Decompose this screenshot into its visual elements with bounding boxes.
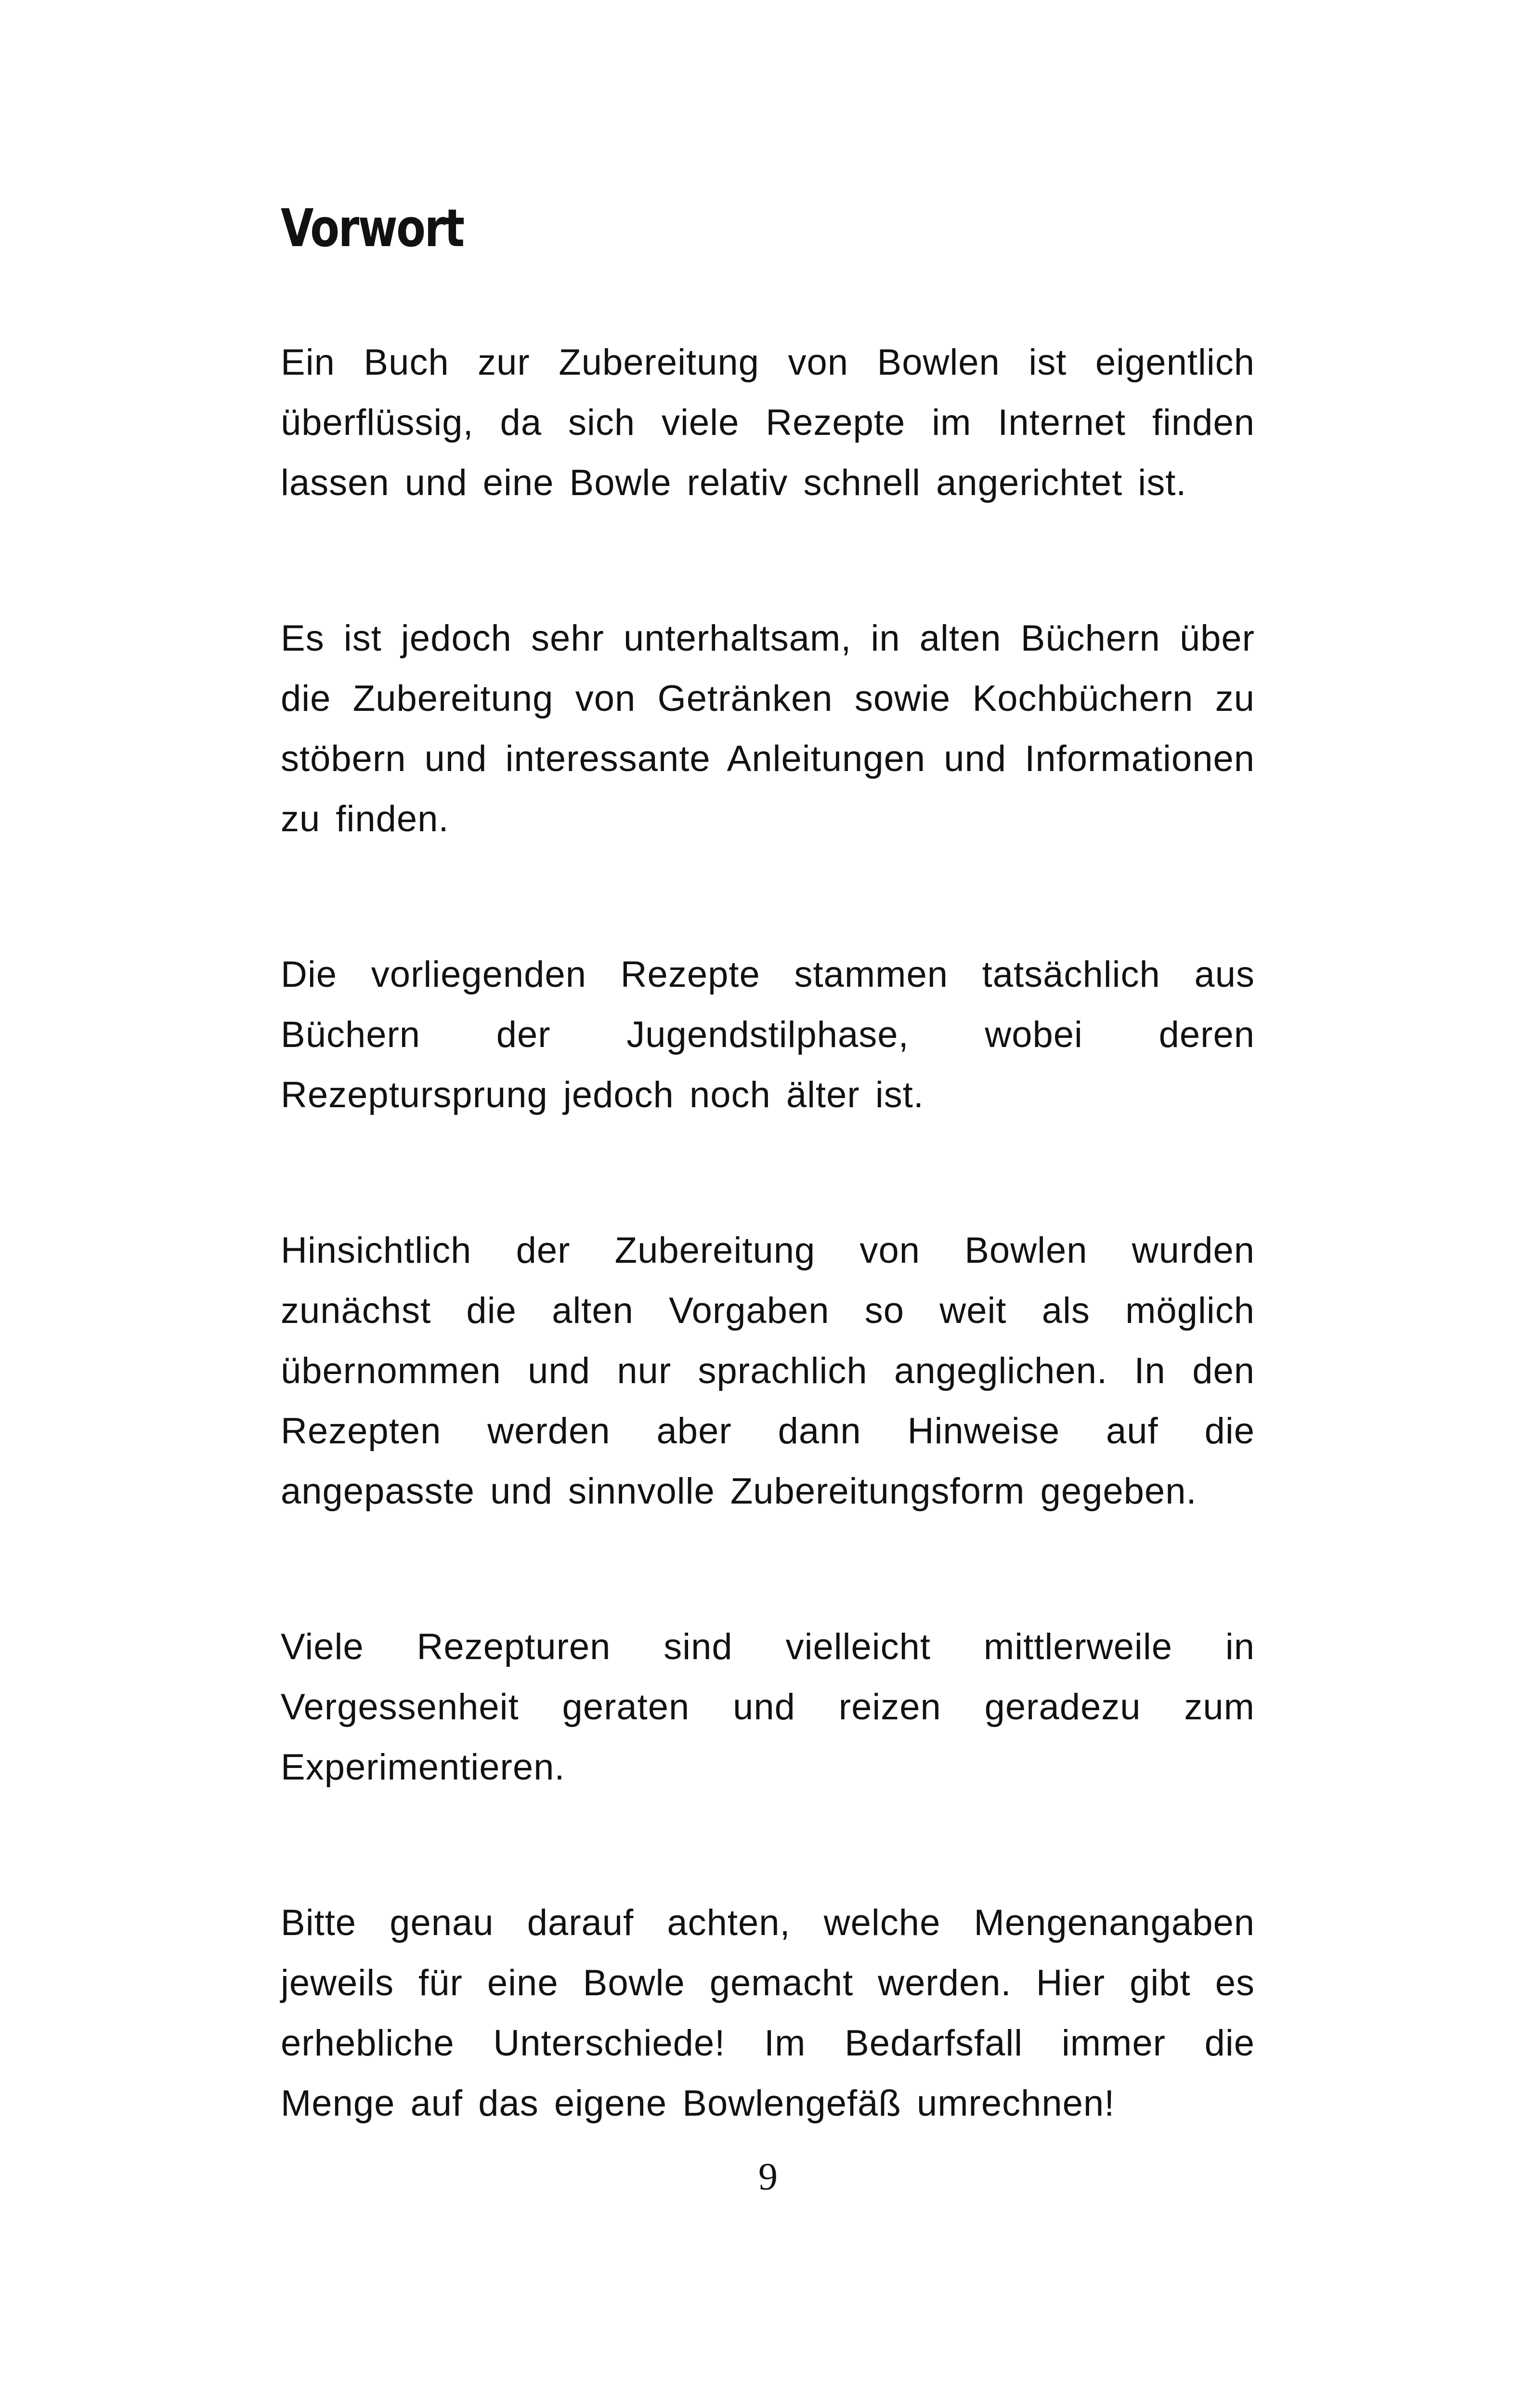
page-title: Vorwort (281, 198, 464, 259)
paragraph-6: Bitte genau darauf achten, welche Mengenangaben jeweils für eine Bowle gemacht werden. Hier gibt es erhebliche Unterschiede! Im Bedarfsfall immer die Menge auf das eigene Bowlengefäß umrechnen! (281, 1902, 1255, 2124)
paragraph-3: Die vorliegenden Rezepte stammen tatsächlich aus Büchern der Jugendstilphase, wobei deren Rezeptursprung jedoch noch älter ist. (281, 954, 1255, 1115)
paragraph-4: Hinsichtlich der Zubereitung von Bowlen wurden zunächst die alten Vorgaben so weit als möglich übernommen und nur sprachlich angeglichen. In den Rezepten werden aber dann Hinweise auf die angepasste und sinnvolle Zubereitungsform gegeben. (281, 1230, 1255, 1512)
page-body (281, 332, 1255, 2133)
page-number: 9 (758, 2156, 778, 2198)
paragraph-5: Viele Rezepturen sind vielleicht mittlerweile in Vergessenheit geraten und reizen geradezu zum Experimentieren. (281, 1626, 1255, 1788)
paragraph-2: Es ist jedoch sehr unterhaltsam, in alten Büchern über die Zubereitung von Getränken sowie Kochbüchern zu stöbern und interessante Anleitungen und Informationen zu finden. (281, 618, 1255, 839)
paragraph-1: Ein Buch zur Zubereitung von Bowlen ist eigentlich überflüssig, da sich viele Rezepte im Internet finden lassen und eine Bowle relativ schnell angerichtet ist. (281, 342, 1255, 503)
